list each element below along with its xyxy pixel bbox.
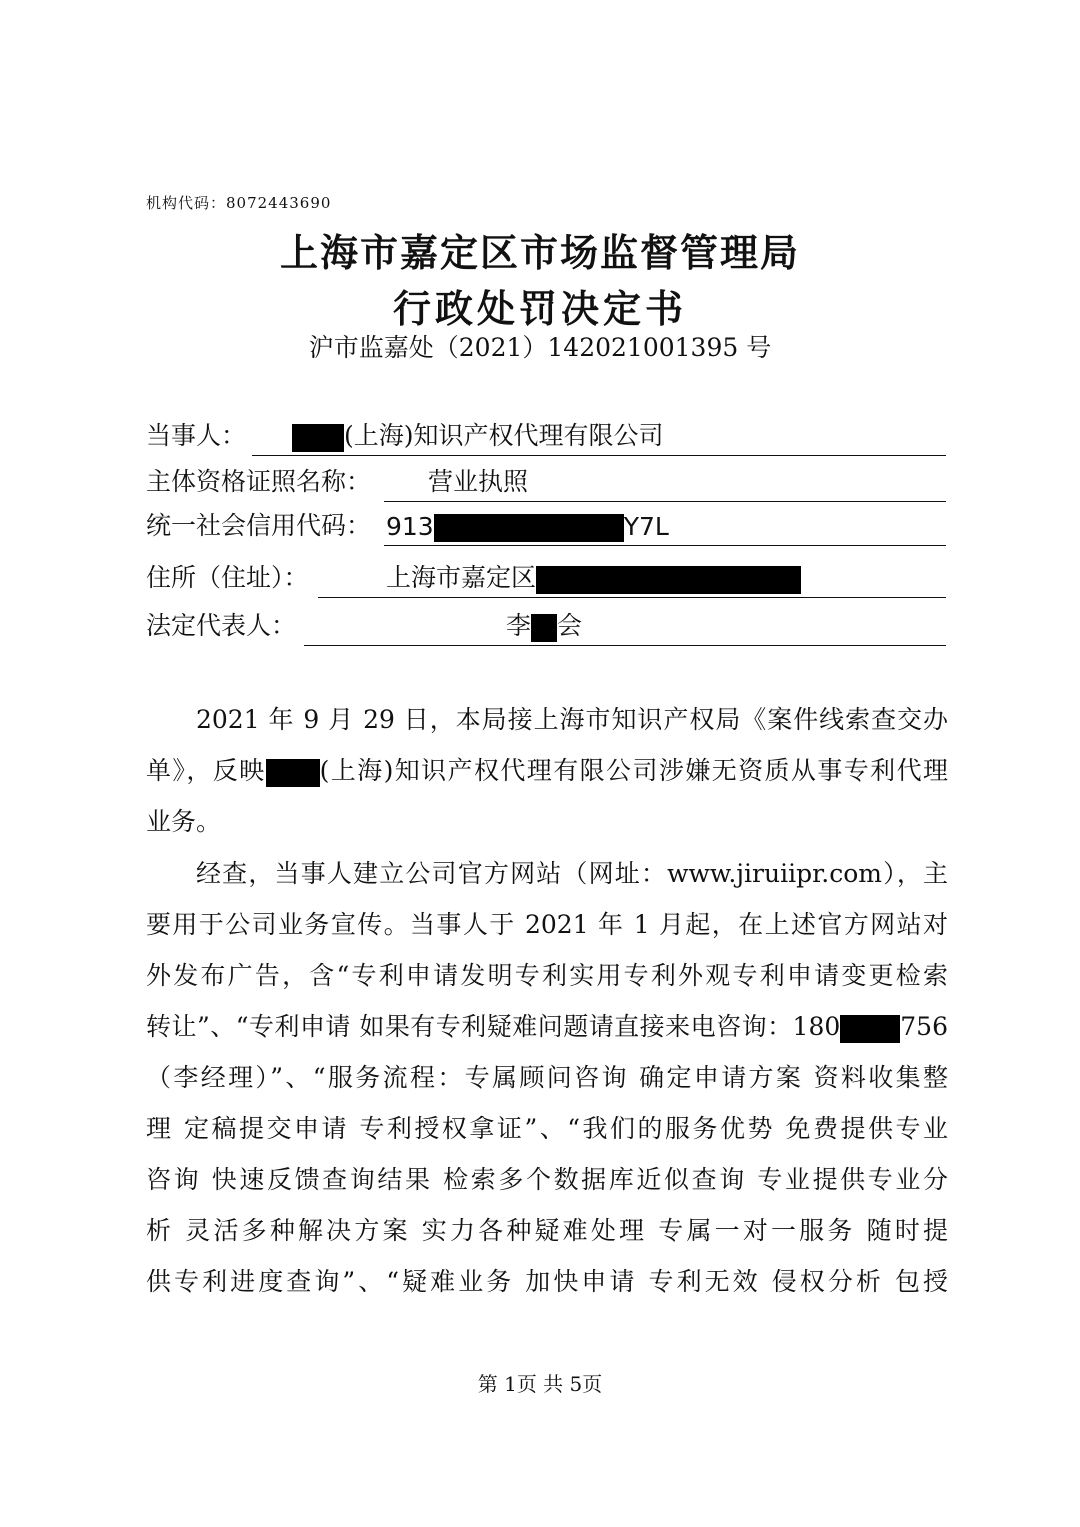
credit-prefix: 913	[386, 512, 434, 541]
paragraph-line: （李经理）”、“服务流程：专属顾问咨询 确定申请方案 资料收集整	[146, 1063, 948, 1092]
license-label: 主体资格证照名称：	[146, 467, 372, 496]
paragraph-line	[146, 1001, 948, 1052]
license-field	[146, 462, 946, 502]
rep-last: 会	[557, 611, 583, 640]
license-value: 营业执照	[428, 467, 529, 496]
p1-prefix: 单》，反映	[146, 756, 266, 785]
agency-title: 上海市嘉定区市场监督管理局	[279, 231, 800, 275]
credit-code-field	[146, 506, 946, 546]
paragraph-line	[146, 745, 948, 796]
party-value-text: (上海)知识产权代理有限公司	[344, 421, 664, 450]
redaction-block	[840, 1015, 900, 1043]
party-label: 当事人：	[146, 421, 247, 450]
rep-label: 法定代表人：	[146, 611, 297, 640]
paragraph-line: 经查，当事人建立公司官方网站（网址：www.jiruiipr.com），主	[196, 859, 948, 888]
page-footer: 第 1页 共 5页	[477, 1372, 603, 1396]
redaction-block	[531, 614, 557, 642]
rep-underline	[304, 609, 946, 646]
phone-prefix-line: 转让”、“专利申请 如果有专利疑难问题请直接来电咨询：180	[146, 1012, 841, 1041]
phone-suffix: 756	[900, 1012, 948, 1041]
credit-suffix: Y7L	[623, 512, 669, 541]
p1-rest: (上海)知识产权代理有限公司涉嫌无资质从事专利代理	[319, 756, 948, 785]
org-code: 机构代码：8072443690	[146, 194, 332, 212]
redaction-block	[536, 566, 801, 594]
document-title: 行政处罚决定书	[392, 287, 687, 331]
paragraph-line: 2021 年 9 月 29 日，本局接上海市知识产权局《案件线索查交办	[196, 705, 948, 734]
address-field	[146, 558, 946, 598]
party-field	[146, 416, 946, 456]
paragraph-line: 咨询 快速反馈查询结果 检索多个数据库近似查询 专业提供专业分	[146, 1165, 948, 1194]
address-value	[386, 558, 801, 594]
redaction-block	[266, 759, 320, 787]
credit-label: 统一社会信用代码：	[146, 511, 372, 540]
redaction-block	[434, 514, 624, 542]
paragraph-2	[146, 848, 948, 1307]
address-label: 住所（住址）：	[146, 563, 309, 592]
redaction-block	[292, 424, 344, 452]
paragraph-line: 外发布广告，含“专利申请发明专利实用专利外观专利申请变更检索	[146, 961, 948, 990]
paragraph-line: 供专利进度查询”、“疑难业务 加快申请 专利无效 侵权分析 包授	[146, 1267, 948, 1296]
paragraph-line: 理 定稿提交申请 专利授权拿证”、“我们的服务优势 免费提供专业	[146, 1114, 948, 1143]
credit-value	[386, 512, 669, 542]
address-text: 上海市嘉定区	[386, 563, 537, 592]
paragraph-line: 业务。	[146, 807, 222, 836]
paragraph-line: 析 灵活多种解决方案 实力各种疑难处理 专属一对一服务 随时提	[146, 1216, 948, 1245]
paragraph-1	[146, 694, 948, 847]
party-value	[292, 416, 664, 452]
paragraph-line: 要用于公司业务宣传。当事人于 2021 年 1 月起，在上述官方网站对	[146, 910, 948, 939]
document-number: 沪市监嘉处（2021）142021001395 号	[308, 333, 772, 362]
rep-value	[506, 606, 582, 642]
rep-first: 李	[506, 611, 532, 640]
legal-rep-field	[146, 606, 946, 646]
